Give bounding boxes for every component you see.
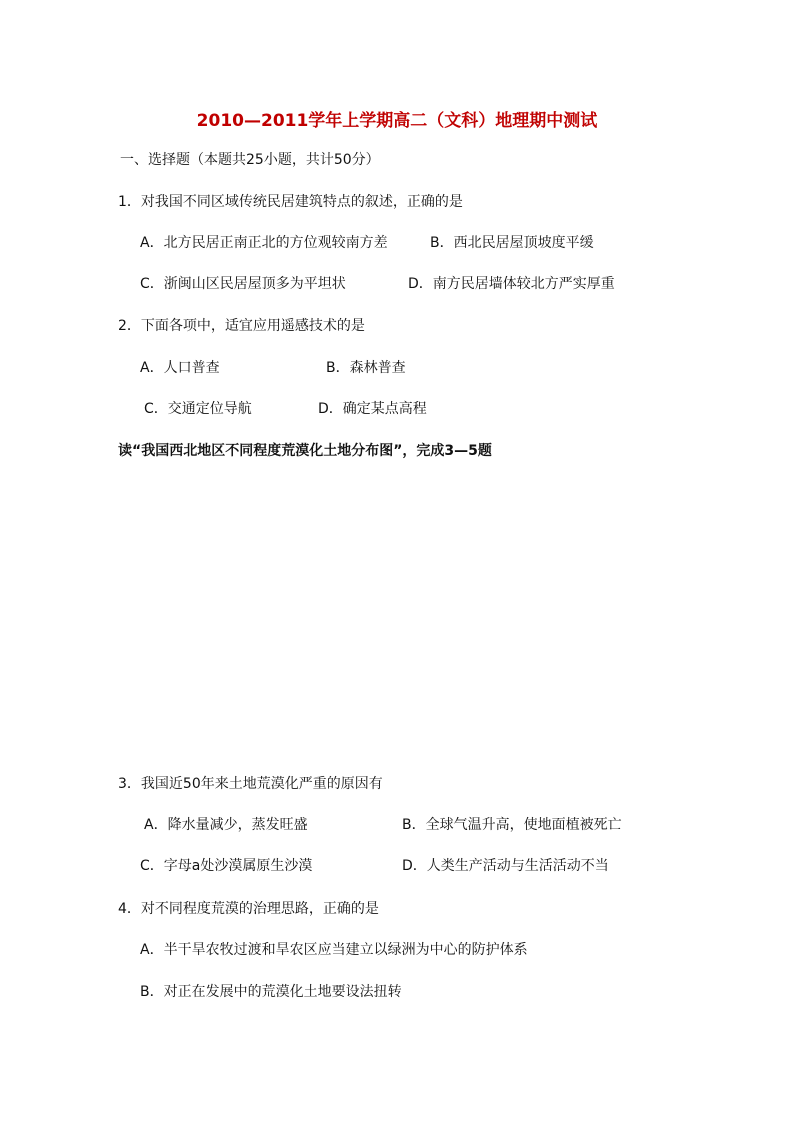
question-1-option-c: C．浙闽山区民居屋顶多为平坦状	[140, 276, 346, 292]
read-map-prompt: 读“我国西北地区不同程度荒漠化土地分布图”，完成3—5题	[118, 443, 492, 459]
question-4-stem: 4．对不同程度荒漠的治理思路，正确的是	[118, 901, 379, 917]
question-4-option-a: A．半干旱农牧过渡和旱农区应当建立以绿洲为中心的防护体系	[140, 942, 528, 958]
question-3-option-d: D．人类生产活动与生活活动不当	[402, 858, 609, 874]
question-3-option-b: B．全球气温升高，使地面植被死亡	[402, 817, 622, 833]
question-2-option-a: A．人口普查	[140, 360, 220, 376]
question-3-option-c: C．字母a处沙漠属原生沙漠	[140, 858, 313, 874]
question-2-option-c: C．交通定位导航	[144, 401, 252, 417]
question-4-option-b: B．对正在发展中的荒漠化土地要设法扭转	[140, 984, 402, 1000]
question-3-option-a: A．降水量减少，蒸发旺盛	[144, 817, 308, 833]
question-2-option-d: D．确定某点高程	[318, 401, 427, 417]
map-figure-placeholder	[118, 470, 678, 760]
question-1-stem: 1．对我国不同区域传统民居建筑特点的叙述，正确的是	[118, 194, 463, 210]
section-heading: 一、选择题（本题共25小题，共计50分）	[120, 152, 380, 168]
question-2-stem: 2．下面各项中，适宜应用遥感技术的是	[118, 318, 365, 334]
question-1-option-d: D．南方民居墙体较北方严实厚重	[408, 276, 615, 292]
page-title: 2010—2011学年上学期高二（文科）地理期中测试	[196, 111, 598, 131]
question-3-stem: 3．我国近50年来土地荒漠化严重的原因有	[118, 776, 383, 792]
question-1-option-a: A．北方民居正南正北的方位观较南方差	[140, 235, 388, 251]
question-1-option-b: B．西北民居屋顶坡度平缓	[430, 235, 594, 251]
question-2-option-b: B．森林普查	[326, 360, 406, 376]
